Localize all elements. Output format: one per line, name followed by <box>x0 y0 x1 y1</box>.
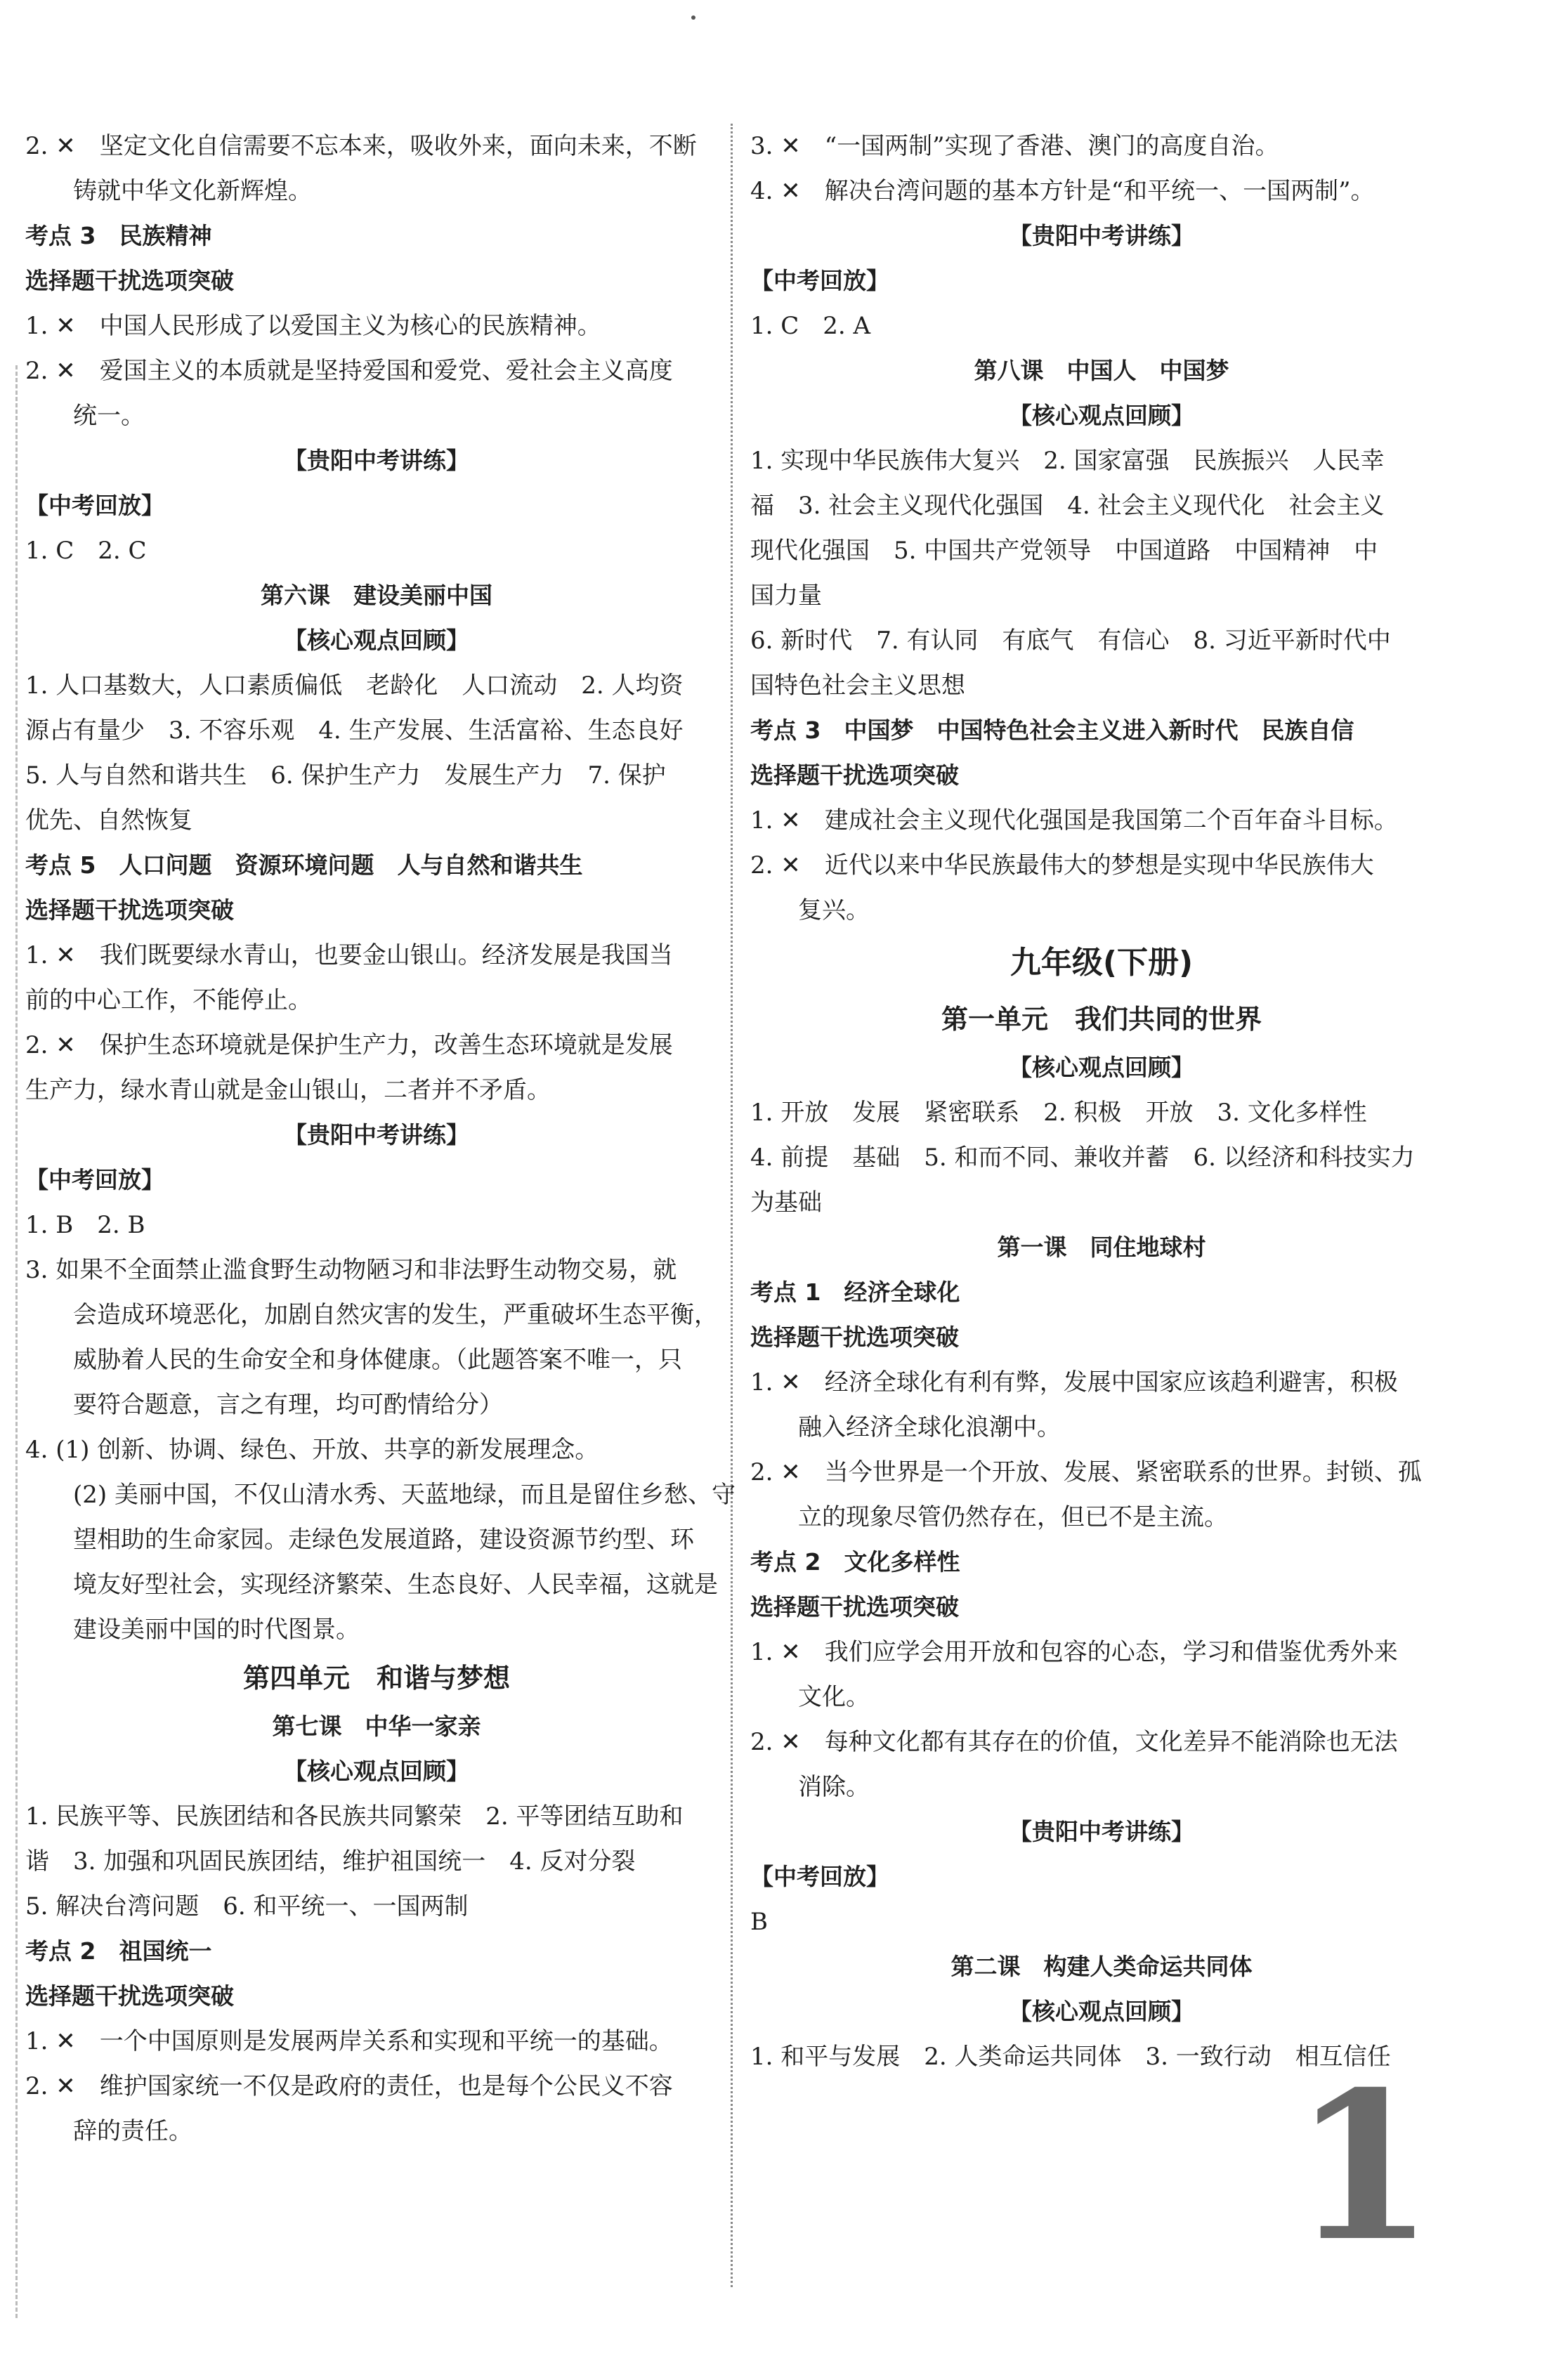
text-line: 2. ✕ 保护生态环境就是保护生产力，改善生态环境就是发展 <box>25 1031 673 1059</box>
section-heading: 【核心观点回顾】 <box>284 627 469 654</box>
section-heading: 【贵阳中考讲练】 <box>1009 222 1194 249</box>
text-line: 会造成环境恶化，加剧自然灾害的发生，严重破坏生态平衡， <box>73 1301 718 1329</box>
section-heading: 【核心观点回顾】 <box>1009 1998 1194 2025</box>
section-heading: 考点 3 民族精神 <box>25 222 212 249</box>
text-line: 福 3. 社会主义现代化强国 4. 社会主义现代化 社会主义 <box>750 492 1385 520</box>
section-heading: 第二课 构建人类命运共同体 <box>950 1953 1253 1980</box>
text-line: 1. 实现中华民族伟大复兴 2. 国家富强 民族振兴 人民幸 <box>750 447 1385 475</box>
text-line: 2. ✕ 当今世界是一个开放、发展、紧密联系的世界。封锁、孤 <box>750 1458 1422 1486</box>
left-column <box>25 124 736 2154</box>
section-heading: 第六课 建设美丽中国 <box>261 582 492 609</box>
text-line: 1. ✕ 一个中国原则是发展两岸关系和实现和平统一的基础。 <box>25 2027 673 2055</box>
text-line: 1. ✕ 建成社会主义现代化强国是我国第二个百年奋斗目标。 <box>750 806 1398 835</box>
section-heading: 第八课 中国人 中国梦 <box>974 357 1229 384</box>
section-heading: 【中考回放】 <box>25 492 164 519</box>
column-divider <box>731 124 733 2287</box>
right-column <box>750 124 1453 2079</box>
text-line: 辞的责任。 <box>73 2117 192 2145</box>
section-heading: 【中考回放】 <box>750 1863 889 1890</box>
text-line: 1. 和平与发展 2. 人类命运共同体 3. 一致行动 相互信任 <box>750 2043 1391 2071</box>
text-line: 为基础 <box>750 1189 822 1217</box>
text-line: 2. ✕ 坚定文化自信需要不忘本来，吸收外来，面向未来，不断 <box>25 132 697 160</box>
text-line: 2. ✕ 维护国家统一不仅是政府的责任，也是每个公民义不容 <box>25 2072 673 2100</box>
text-line: 3. 如果不全面禁止滥食野生动物陋习和非法野生动物交易，就 <box>25 1256 677 1284</box>
section-heading: 选择题干扰选项突破 <box>25 267 234 294</box>
text-line: 4. 前提 基础 5. 和而不同、兼收并蓄 6. 以经济和科技实力 <box>750 1144 1415 1172</box>
text-line: 融入经济全球化浪潮中。 <box>798 1413 1061 1441</box>
section-heading: 第一单元 我们共同的世界 <box>941 1004 1262 1035</box>
section-heading: 【贵阳中考讲练】 <box>1009 1818 1194 1845</box>
section-heading: 【贵阳中考讲练】 <box>284 447 469 474</box>
text-line: 生产力，绿水青山就是金山银山，二者并不矛盾。 <box>25 1076 551 1104</box>
binding-margin-line <box>15 365 18 2318</box>
section-heading: 考点 5 人口问题 资源环境问题 人与自然和谐共生 <box>25 851 583 879</box>
text-line: 2. ✕ 爱国主义的本质就是坚持爱国和爱党、爱社会主义高度 <box>25 357 673 385</box>
text-line: 4. (1) 创新、协调、绿色、开放、共享的新发展理念。 <box>25 1436 599 1464</box>
section-heading: 选择题干扰选项突破 <box>750 1593 959 1621</box>
text-line: 1. 开放 发展 紧密联系 2. 积极 开放 3. 文化多样性 <box>750 1099 1367 1127</box>
section-heading: 【核心观点回顾】 <box>1009 1054 1194 1081</box>
section-heading: 考点 1 经济全球化 <box>750 1278 960 1306</box>
text-line: 源占有量少 3. 不容乐观 4. 生产发展、生活富裕、生态良好 <box>25 716 684 745</box>
text-line: 国力量 <box>750 582 822 610</box>
text-line: 1. ✕ 我们应学会用开放和包容的心态，学习和借鉴优秀外来 <box>750 1638 1398 1666</box>
text-line: 2. ✕ 每种文化都有其存在的价值，文化差异不能消除也无法 <box>750 1728 1398 1756</box>
text-line: 现代化强国 5. 中国共产党领导 中国道路 中国精神 中 <box>750 537 1378 565</box>
page-number: 1 <box>1293 2048 1435 2286</box>
text-line: 要符合题意，言之有理，均可酌情给分） <box>73 1391 503 1419</box>
text-line: (2) 美丽中国，不仅山清水秀、天蓝地绿，而且是留住乡愁、守 <box>73 1481 736 1509</box>
text-line: 1. 人口基数大，人口素质偏低 老龄化 人口流动 2. 人均资 <box>25 672 684 700</box>
text-line: 立的现象尽管仍然存在，但已不是主流。 <box>798 1503 1228 1531</box>
text-line: 1. B 2. B <box>25 1211 145 1239</box>
text-line: 1. ✕ 我们既要绿水青山，也要金山银山。经济发展是我国当 <box>25 941 673 969</box>
text-line: 1. 民族平等、民族团结和各民族共同繁荣 2. 平等团结互助和 <box>25 1802 684 1831</box>
text-line: B <box>750 1908 768 1936</box>
text-line: 前的中心工作，不能停止。 <box>25 986 312 1014</box>
text-line: 5. 人与自然和谐共生 6. 保护生产力 发展生产力 7. 保护 <box>25 761 666 790</box>
text-line: 优先、自然恢复 <box>25 806 192 835</box>
section-heading: 【贵阳中考讲练】 <box>284 1121 469 1148</box>
section-heading: 选择题干扰选项突破 <box>750 761 959 789</box>
text-line: 复兴。 <box>798 896 870 924</box>
text-line: 1. C 2. C <box>25 537 147 565</box>
section-heading: 第七课 中华一家亲 <box>272 1713 481 1740</box>
section-heading: 考点 3 中国梦 中国特色社会主义进入新时代 民族自信 <box>750 716 1354 744</box>
text-line: 2. ✕ 近代以来中华民族最伟大的梦想是实现中华民族伟大 <box>750 851 1374 879</box>
section-heading: 考点 2 文化多样性 <box>750 1548 960 1576</box>
text-line: 消除。 <box>798 1773 870 1801</box>
section-heading: 【中考回放】 <box>25 1166 164 1193</box>
text-line: 4. ✕ 解决台湾问题的基本方针是“和平统一、一国两制”。 <box>750 177 1375 205</box>
section-heading: 九年级(下册) <box>1010 945 1194 981</box>
section-heading: 第四单元 和谐与梦想 <box>242 1663 510 1694</box>
text-line: 铸就中华文化新辉煌。 <box>73 177 312 205</box>
section-heading: 选择题干扰选项突破 <box>25 1982 234 2010</box>
text-line: 1. C 2. A <box>750 312 871 340</box>
section-heading: 【核心观点回顾】 <box>284 1758 469 1785</box>
section-heading: 考点 2 祖国统一 <box>25 1937 212 1965</box>
section-heading: 第一课 同住地球村 <box>997 1233 1206 1261</box>
text-line: 统一。 <box>73 402 145 430</box>
scan-dot <box>691 15 695 20</box>
text-line: 3. ✕ “一国两制”实现了香港、澳门的高度自治。 <box>750 132 1279 160</box>
text-line: 文化。 <box>798 1683 870 1711</box>
text-line: 建设美丽中国的时代图景。 <box>73 1616 360 1644</box>
text-line: 6. 新时代 7. 有认同 有底气 有信心 8. 习近平新时代中 <box>750 627 1391 655</box>
section-heading: 选择题干扰选项突破 <box>25 896 234 924</box>
section-heading: 选择题干扰选项突破 <box>750 1323 959 1351</box>
text-line: 境友好型社会，实现经济繁荣、生态良好、人民幸福，这就是 <box>73 1571 718 1599</box>
text-line: 5. 解决台湾问题 6. 和平统一、一国两制 <box>25 1892 469 1920</box>
text-line: 1. ✕ 中国人民形成了以爱国主义为核心的民族精神。 <box>25 312 601 340</box>
section-heading: 【核心观点回顾】 <box>1009 402 1194 429</box>
text-line: 望相助的生命家园。走绿色发展道路，建设资源节约型、环 <box>73 1526 694 1554</box>
text-line: 国特色社会主义思想 <box>750 672 965 700</box>
text-line: 1. ✕ 经济全球化有利有弊，发展中国家应该趋利避害，积极 <box>750 1368 1398 1396</box>
text-line: 威胁着人民的生命安全和身体健康。（此题答案不唯一，只 <box>73 1346 682 1374</box>
text-line: 谐 3. 加强和巩固民族团结，维护祖国统一 4. 反对分裂 <box>25 1847 636 1876</box>
section-heading: 【中考回放】 <box>750 267 889 294</box>
